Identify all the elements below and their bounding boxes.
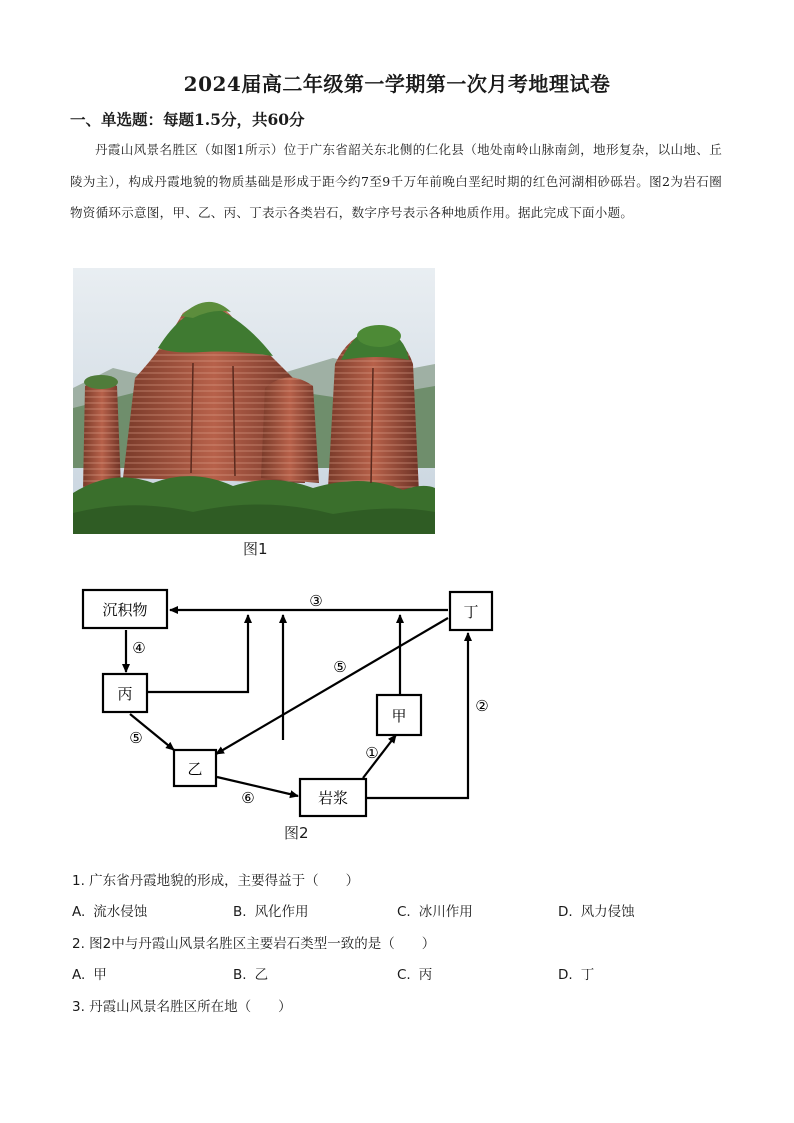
node-sediment-label: 沉积物	[102, 601, 148, 619]
node-magma-label: 岩浆	[317, 789, 349, 807]
process-label-6: ⑥	[241, 789, 255, 807]
question-2-option-d[interactable]: D. 丁	[558, 967, 595, 983]
node-bing-label: 丙	[117, 685, 133, 703]
question-2: 2. 图2中与丹霞山风景名胜区主要岩石类型一致的是（ ）	[72, 936, 436, 952]
question-1-option-d[interactable]: D. 风力侵蚀	[558, 904, 635, 920]
danxia-landform-photo	[73, 268, 435, 534]
node-yi-label: 乙	[187, 760, 203, 778]
intro-paragraph: 丹霞山风景名胜区（如图1所示）位于广东省韶关东北侧的仁化县（地处南岭山脉南剑，地形复杂，以山地、丘陵为主），构成丹霞地貌的物质基础是形成于距今约7至9千万年前晚白垩纪时期的红色河湖相砂砾岩。图2为岩石圈物资循环示意图，甲、乙、丙、丁表示各类岩石，数字序号表示各种地质作用。据此完成下面小题。	[70, 142, 722, 220]
question-2-option-b[interactable]: B. 乙	[233, 967, 269, 983]
rock-cycle-diagram	[70, 580, 530, 830]
node-jia-label: 甲	[391, 707, 407, 725]
question-2-option-c[interactable]: C. 丙	[397, 967, 433, 983]
page-title: 2024届高二年级第一学期第一次月考地理试卷	[183, 72, 611, 96]
process-label-5-lower: ⑤	[129, 729, 143, 747]
process-label-3: ③	[309, 592, 323, 610]
question-1: 1. 广东省丹霞地貌的形成，主要得益于（ ）	[72, 873, 360, 889]
question-1-option-b[interactable]: B. 风化作用	[233, 904, 309, 920]
process-label-4: ④	[132, 639, 146, 657]
question-1-option-c[interactable]: C. 冰川作用	[397, 904, 473, 920]
process-label-1: ①	[365, 744, 379, 762]
section-heading: 一、单选题：每题1.5分，共60分	[70, 110, 305, 129]
node-ding-label: 丁	[463, 603, 479, 621]
process-label-5-upper: ⑤	[333, 658, 347, 676]
figure2-caption: 图2	[284, 824, 309, 842]
question-2-option-a[interactable]: A. 甲	[72, 967, 107, 983]
figure1-caption: 图1	[243, 540, 268, 558]
process-label-2: ②	[475, 697, 489, 715]
question-1-option-a[interactable]: A. 流水侵蚀	[72, 904, 148, 920]
question-3: 3. 丹霞山风景名胜区所在地（ ）	[72, 999, 292, 1015]
